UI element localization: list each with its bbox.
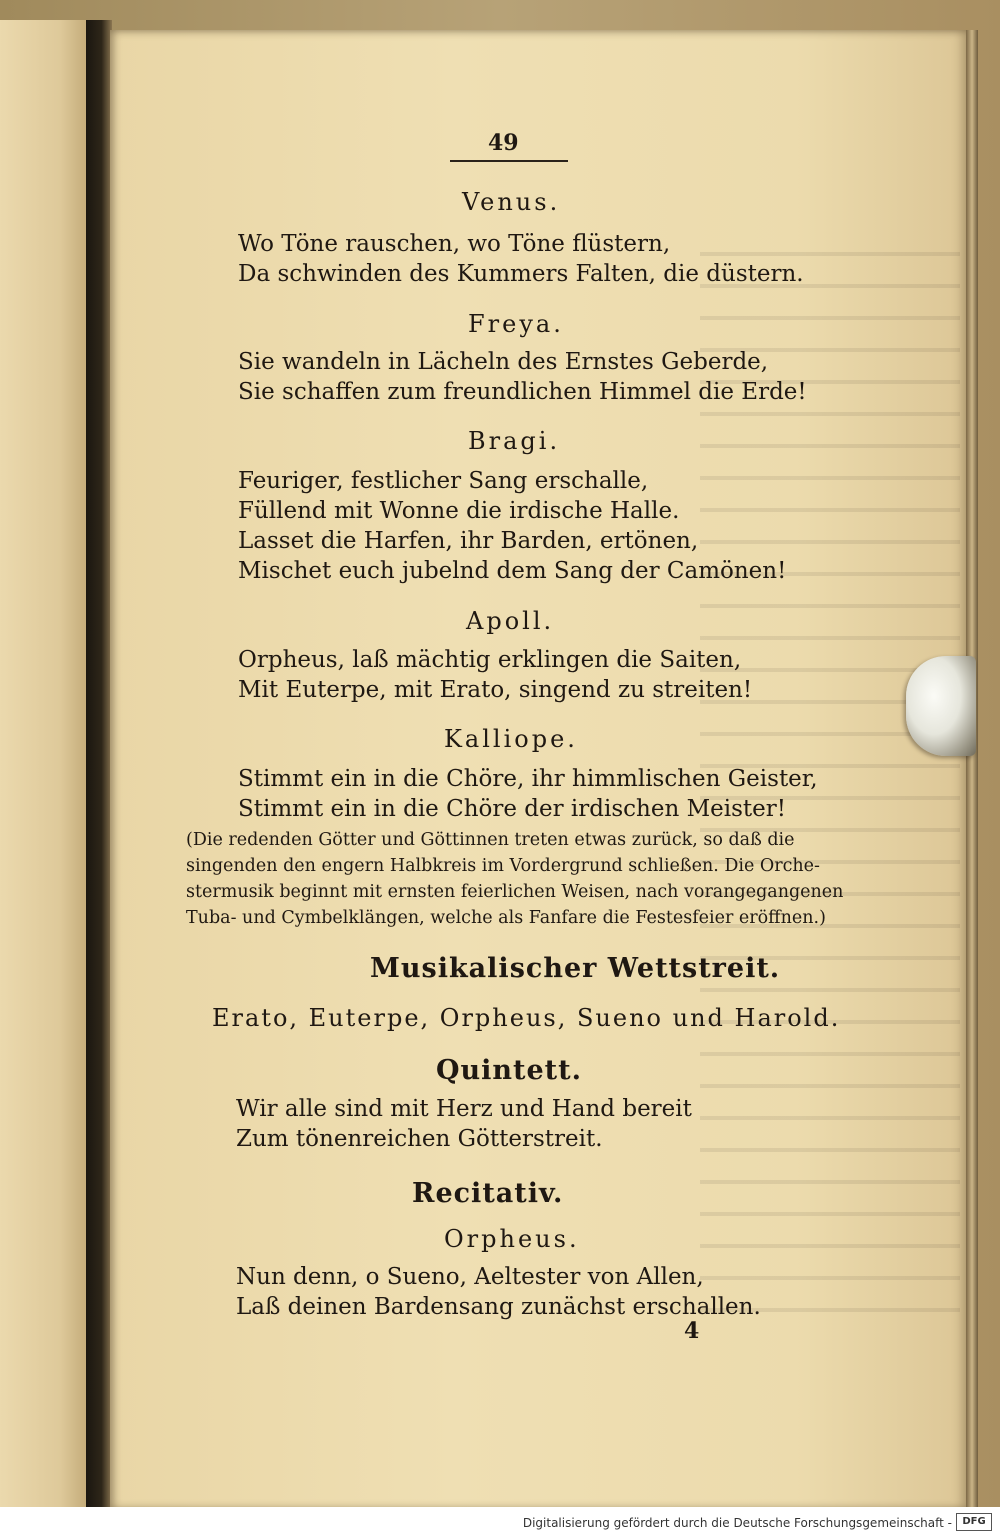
dfg-logo[interactable]: DFG <box>956 1513 992 1531</box>
heading-recitative: Recitativ. <box>412 1178 564 1209</box>
heading-contest: Musikalischer Wettstreit. <box>370 953 781 984</box>
heading-quintet: Quintett. <box>436 1055 583 1086</box>
verse-line: Füllend mit Wonne die irdische Halle. <box>238 498 680 524</box>
stage-direction-line: (Die redenden Götter und Göttinnen treten etwas zurück, so daß die <box>186 830 795 850</box>
verse-line: Laß deinen Bardensang zunächst erschallen. <box>236 1294 761 1320</box>
stage-direction-line: stermusik beginnt mit ernsten feierlichen Weisen, nach vorangegangenen <box>186 882 844 902</box>
signature-mark: 4 <box>684 1318 700 1344</box>
verse-line: Feuriger, festlicher Sang erschalle, <box>238 468 649 494</box>
verse-line: Nun denn, o Sueno, Aeltester von Allen, <box>236 1264 704 1290</box>
previous-page-edge <box>0 20 88 1515</box>
book-gutter <box>86 20 112 1515</box>
verse-line: Sie schaffen zum freundlichen Himmel die Erde! <box>238 379 807 405</box>
funding-credit: Digitalisierung gefördert durch die Deutsche Forschungsgemeinschaft - <box>522 1516 952 1530</box>
speaker-apoll: Apoll. <box>466 607 555 635</box>
speaker-kalliope: Kalliope. <box>444 725 578 753</box>
verse-line: Orpheus, laß mächtig erklingen die Saiten, <box>238 647 742 673</box>
verse-line: Stimmt ein in die Chöre, ihr himmlischen Geister, <box>238 766 818 792</box>
stage-direction-line: singenden den engern Halbkreis im Vordergrund schließen. Die Orche- <box>186 856 820 876</box>
speaker-orpheus: Orpheus. <box>444 1225 580 1253</box>
verse-line: Wo Töne rauschen, wo Töne flüstern, <box>238 231 671 257</box>
verse-line: Wir alle sind mit Herz und Hand bereit <box>236 1096 692 1122</box>
verse-line: Mit Euterpe, mit Erato, singend zu streiten! <box>238 677 753 703</box>
verse-line: Sie wandeln in Lächeln des Ernstes Geberde, <box>238 349 769 375</box>
stage-direction-line: Tuba- und Cymbelklängen, welche als Fanfare die Festesfeier eröffnen.) <box>186 908 826 928</box>
page-tab-marker <box>906 656 976 756</box>
verse-line: Lasset die Harfen, ihr Barden, ertönen, <box>238 528 699 554</box>
page-number: 49 <box>488 130 519 156</box>
speaker-venus: Venus. <box>462 188 561 216</box>
verse-line: Mischet euch jubelnd dem Sang der Camönen! <box>238 558 787 584</box>
verse-line: Zum tönenreichen Götterstreit. <box>236 1126 603 1152</box>
header-rule <box>450 160 568 162</box>
speaker-bragi: Bragi. <box>468 427 561 455</box>
speaker-freya: Freya. <box>468 310 564 338</box>
verse-line: Stimmt ein in die Chöre der irdischen Meister! <box>238 796 786 822</box>
verse-line: Da schwinden des Kummers Falten, die düstern. <box>238 261 804 287</box>
digitization-footer <box>0 1507 1000 1537</box>
page-fore-edge <box>966 30 978 1510</box>
cast-line: Erato, Euterpe, Orpheus, Sueno und Harold. <box>212 1004 841 1032</box>
